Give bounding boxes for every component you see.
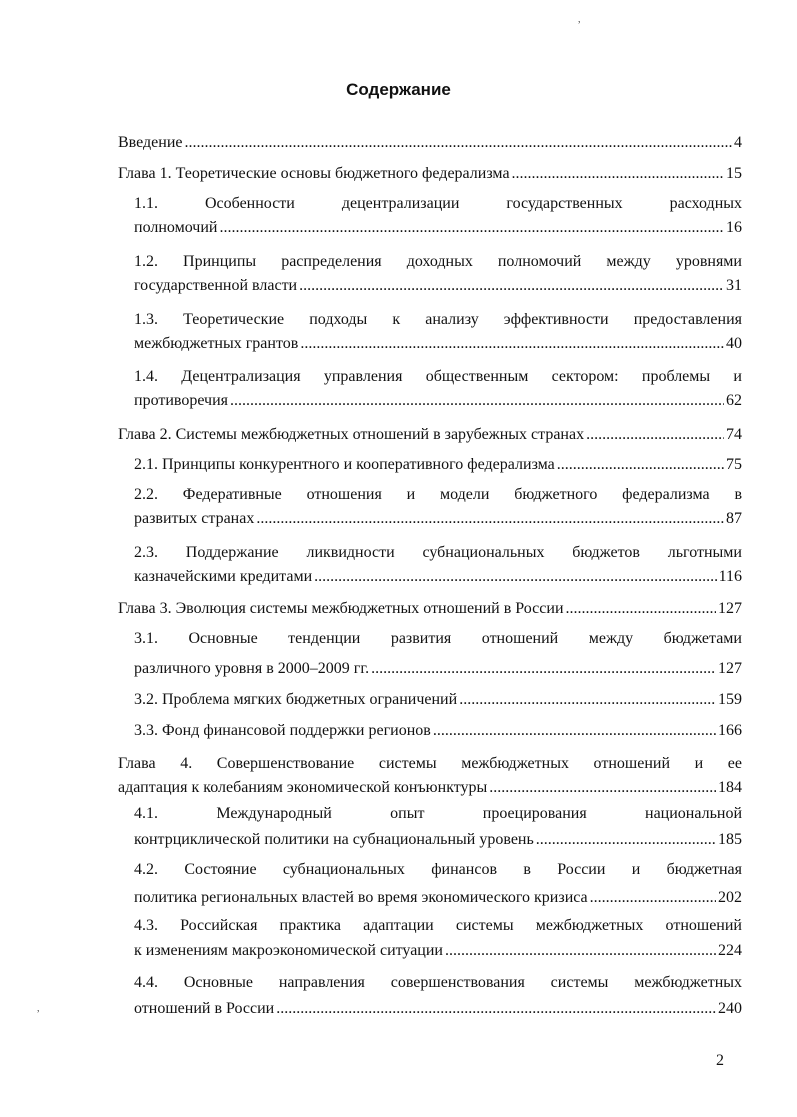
- toc-entry-text: Глава 1. Теоретические основы бюджетного федерализма: [118, 165, 510, 182]
- toc-entry-3-2[interactable]: [134, 688, 742, 712]
- toc-entry-text: 1.3. Теоретические подходы к анализу эффективности предоставления: [134, 311, 742, 328]
- toc-entry-chapter-2[interactable]: [118, 423, 742, 447]
- toc-entry-3-3[interactable]: [134, 719, 742, 743]
- toc-entry-text: 4.2. Состояние субнациональных финансов в России и бюджетная: [134, 861, 742, 878]
- toc-entry-text: Глава 3. Эволюция системы межбюджетных отношений в России: [118, 600, 564, 617]
- toc-entry-text: 4.4. Основные направления совершенствования системы межбюджетных: [134, 974, 742, 991]
- leader-dots: [512, 162, 724, 186]
- toc-entry-text: Введение: [118, 134, 183, 151]
- toc-entry-4-4[interactable]: [134, 971, 742, 1021]
- toc-page-number: 31: [726, 277, 742, 294]
- leader-dots: [590, 886, 716, 910]
- scan-mark: ,: [578, 14, 581, 25]
- leader-dots: [300, 332, 724, 356]
- toc-entry-text-cont: контрциклической политики на субнациональный уровень: [134, 831, 534, 848]
- toc-entry-text-cont: различного уровня в 2000–2009 гг.: [134, 660, 370, 677]
- toc-page-number: 74: [726, 426, 742, 443]
- leader-dots: [256, 507, 724, 531]
- leader-dots: [445, 939, 716, 963]
- toc-entry-text: 4.3. Российская практика адаптации системы межбюджетных отношений: [134, 917, 742, 934]
- toc-entry-text: 3.2. Проблема мягких бюджетных ограничений: [134, 691, 458, 708]
- toc-page-number: 184: [718, 779, 742, 796]
- toc-entry-text-cont: межбюджетных грантов: [134, 335, 299, 352]
- toc-entry-chapter-1[interactable]: [118, 162, 742, 186]
- toc-entry-text: 1.4. Децентрализация управления общественным сектором: проблемы и: [134, 368, 742, 385]
- toc-entry-text-cont: противоречия: [134, 392, 229, 409]
- toc-page-number: 40: [726, 335, 742, 352]
- page-number: 2: [716, 1052, 724, 1069]
- toc-entry-text-cont: развитых странах: [134, 510, 255, 527]
- toc-entry-4-3[interactable]: [134, 914, 742, 963]
- toc-entry-text: 1.2. Принципы распределения доходных полномочий между уровнями: [134, 253, 742, 270]
- toc-entry-2-1[interactable]: [134, 453, 742, 477]
- toc-page-number: 87: [726, 510, 742, 527]
- toc-entry-2-2[interactable]: [134, 483, 742, 531]
- toc-entry-text: Глава 2. Системы межбюджетных отношений в зарубежных странах: [118, 426, 585, 443]
- toc-page-number: 62: [726, 392, 742, 409]
- toc-entry-text: 2.2. Федеративные отношения и модели бюджетного федерализма в: [134, 486, 742, 503]
- toc-entry-intro[interactable]: [118, 131, 742, 155]
- leader-dots: [185, 131, 733, 155]
- toc-entry-text-cont: к изменениям макроэкономической ситуации: [134, 942, 443, 959]
- toc-page-number: 166: [718, 722, 742, 739]
- toc-page-number: 185: [718, 831, 742, 848]
- toc-entry-text: 2.3. Поддержание ликвидности субнациональных бюджетов льготными: [134, 544, 742, 561]
- toc-page-number: 127: [718, 600, 742, 617]
- toc-entry-text-cont: политика региональных властей во время экономического кризиса: [134, 889, 588, 906]
- leader-dots: [566, 597, 716, 621]
- toc-entry-text-cont: полномочий: [134, 219, 218, 236]
- toc-page-number: 127: [718, 660, 742, 677]
- toc-entry-chapter-4[interactable]: [118, 752, 742, 800]
- toc-entry-1-3[interactable]: [134, 308, 742, 356]
- toc-entry-text: Глава 4. Совершенствование системы межбюджетных отношений и ее: [118, 755, 742, 772]
- scan-mark: ,: [37, 1003, 40, 1014]
- toc-page-number: 4: [734, 134, 742, 151]
- toc-entry-text: 4.1. Международный опыт проецирования национальной: [134, 805, 742, 822]
- leader-dots: [299, 274, 724, 298]
- toc-page-number: 16: [726, 219, 742, 236]
- toc-page-number: 75: [726, 456, 742, 473]
- toc-page-number: 15: [726, 165, 742, 182]
- toc-entry-1-1[interactable]: [134, 192, 742, 240]
- toc-entry-chapter-3[interactable]: [118, 597, 742, 621]
- leader-dots: [230, 389, 724, 413]
- toc-entry-text: 1.1. Особенности децентрализации государственных расходных: [134, 195, 742, 212]
- leader-dots: [371, 657, 716, 681]
- toc-entry-text-cont: отношений в России: [134, 1000, 275, 1017]
- toc-page-number: 224: [718, 942, 742, 959]
- leader-dots: [433, 719, 716, 743]
- toc-entry-2-3[interactable]: [134, 541, 742, 589]
- toc-page-number: 202: [718, 889, 742, 906]
- toc-entry-text: 3.3. Фонд финансовой поддержки регионов: [134, 722, 431, 739]
- toc-entry-text-cont: государственной власти: [134, 277, 298, 294]
- leader-dots: [536, 828, 716, 852]
- leader-dots: [557, 453, 724, 477]
- toc-entry-1-2[interactable]: [134, 250, 742, 298]
- toc-entry-1-4[interactable]: [134, 365, 742, 413]
- leader-dots: [276, 997, 716, 1021]
- page-title: Содержание: [346, 80, 451, 99]
- toc-page-number: 116: [718, 568, 742, 585]
- toc-entry-text-cont: адаптация к колебаниям экономической конъюнктуры: [118, 779, 488, 796]
- leader-dots: [489, 776, 716, 800]
- toc-entry-text: 3.1. Основные тенденции развития отношений между бюджетами: [134, 630, 742, 647]
- toc-page-number: 159: [718, 691, 742, 708]
- toc-entry-3-1[interactable]: [134, 627, 742, 681]
- toc-entry-text: 2.1. Принципы конкурентного и кооперативного федерализма: [134, 456, 555, 473]
- toc-entry-text-cont: казначейскими кредитами: [134, 568, 313, 585]
- toc-entry-4-1[interactable]: [134, 802, 742, 852]
- toc-page-number: 240: [718, 1000, 742, 1017]
- leader-dots: [314, 565, 716, 589]
- leader-dots: [219, 216, 724, 240]
- toc-entry-4-2[interactable]: [134, 858, 742, 910]
- leader-dots: [459, 688, 716, 712]
- leader-dots: [586, 423, 724, 447]
